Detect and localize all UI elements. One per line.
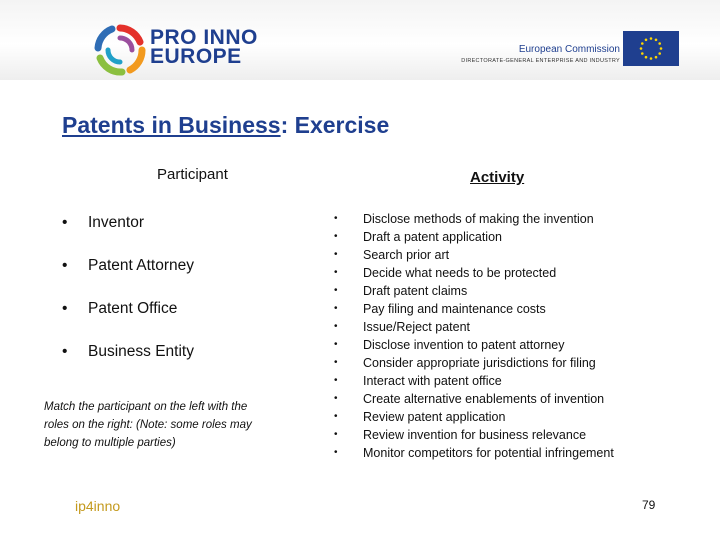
pro-inno-logo-text bbox=[150, 28, 258, 66]
activity-item: • Consider appropriate jurisdictions for filing bbox=[334, 354, 614, 372]
participant-item: • Inventor bbox=[62, 214, 194, 257]
activity-item: • Draft patent claims bbox=[334, 282, 614, 300]
activity-list bbox=[334, 210, 614, 462]
activity-item: • Pay filing and maintenance costs bbox=[334, 300, 614, 318]
page-number: 79 bbox=[642, 498, 656, 512]
activity-header: Activity bbox=[470, 169, 525, 186]
activity-item: • Review patent application bbox=[334, 408, 614, 426]
activity-item: • Create alternative enablements of invention bbox=[334, 390, 614, 408]
title-rest: : Exercise bbox=[280, 112, 390, 138]
participant-item: • Patent Office bbox=[62, 300, 194, 343]
participant-item: • Patent Attorney bbox=[62, 257, 194, 300]
activity-item: • Disclose invention to patent attorney bbox=[334, 336, 614, 354]
commission-label bbox=[430, 44, 620, 64]
participant-list bbox=[62, 214, 194, 386]
instruction-note: Match the participant on the left with the roles on the right: (Note: some roles may belong to multiple parties) bbox=[44, 401, 252, 449]
slide-title bbox=[62, 112, 389, 139]
activity-item: • Interact with patent office bbox=[334, 372, 614, 390]
commission-name: European Commission bbox=[518, 44, 620, 55]
pro-inno-logo-icon bbox=[92, 22, 148, 78]
participant-header: Participant bbox=[157, 166, 228, 183]
activity-item: • Decide what needs to be protected bbox=[334, 264, 614, 282]
eu-flag-icon bbox=[623, 31, 679, 66]
logo-line-2: EUROPE bbox=[150, 45, 242, 68]
activity-item: • Review invention for business relevance bbox=[334, 426, 614, 444]
slide-header bbox=[0, 0, 720, 80]
title-underlined: Patents in Business bbox=[62, 112, 281, 138]
activity-item: • Issue/Reject patent bbox=[334, 318, 614, 336]
activity-item: • Monitor competitors for potential infringement bbox=[334, 444, 614, 462]
activity-item: • Draft a patent application bbox=[334, 228, 614, 246]
footer-brand: ip4inno bbox=[75, 498, 121, 514]
commission-sub: DIRECTORATE-GENERAL ENTERPRISE AND INDUSTRY bbox=[461, 58, 620, 64]
participant-item: • Business Entity bbox=[62, 343, 194, 386]
activity-item: • Disclose methods of making the invention bbox=[334, 210, 614, 228]
activity-item: • Search prior art bbox=[334, 246, 614, 264]
logo-line-1: PRO INNO bbox=[150, 26, 258, 49]
